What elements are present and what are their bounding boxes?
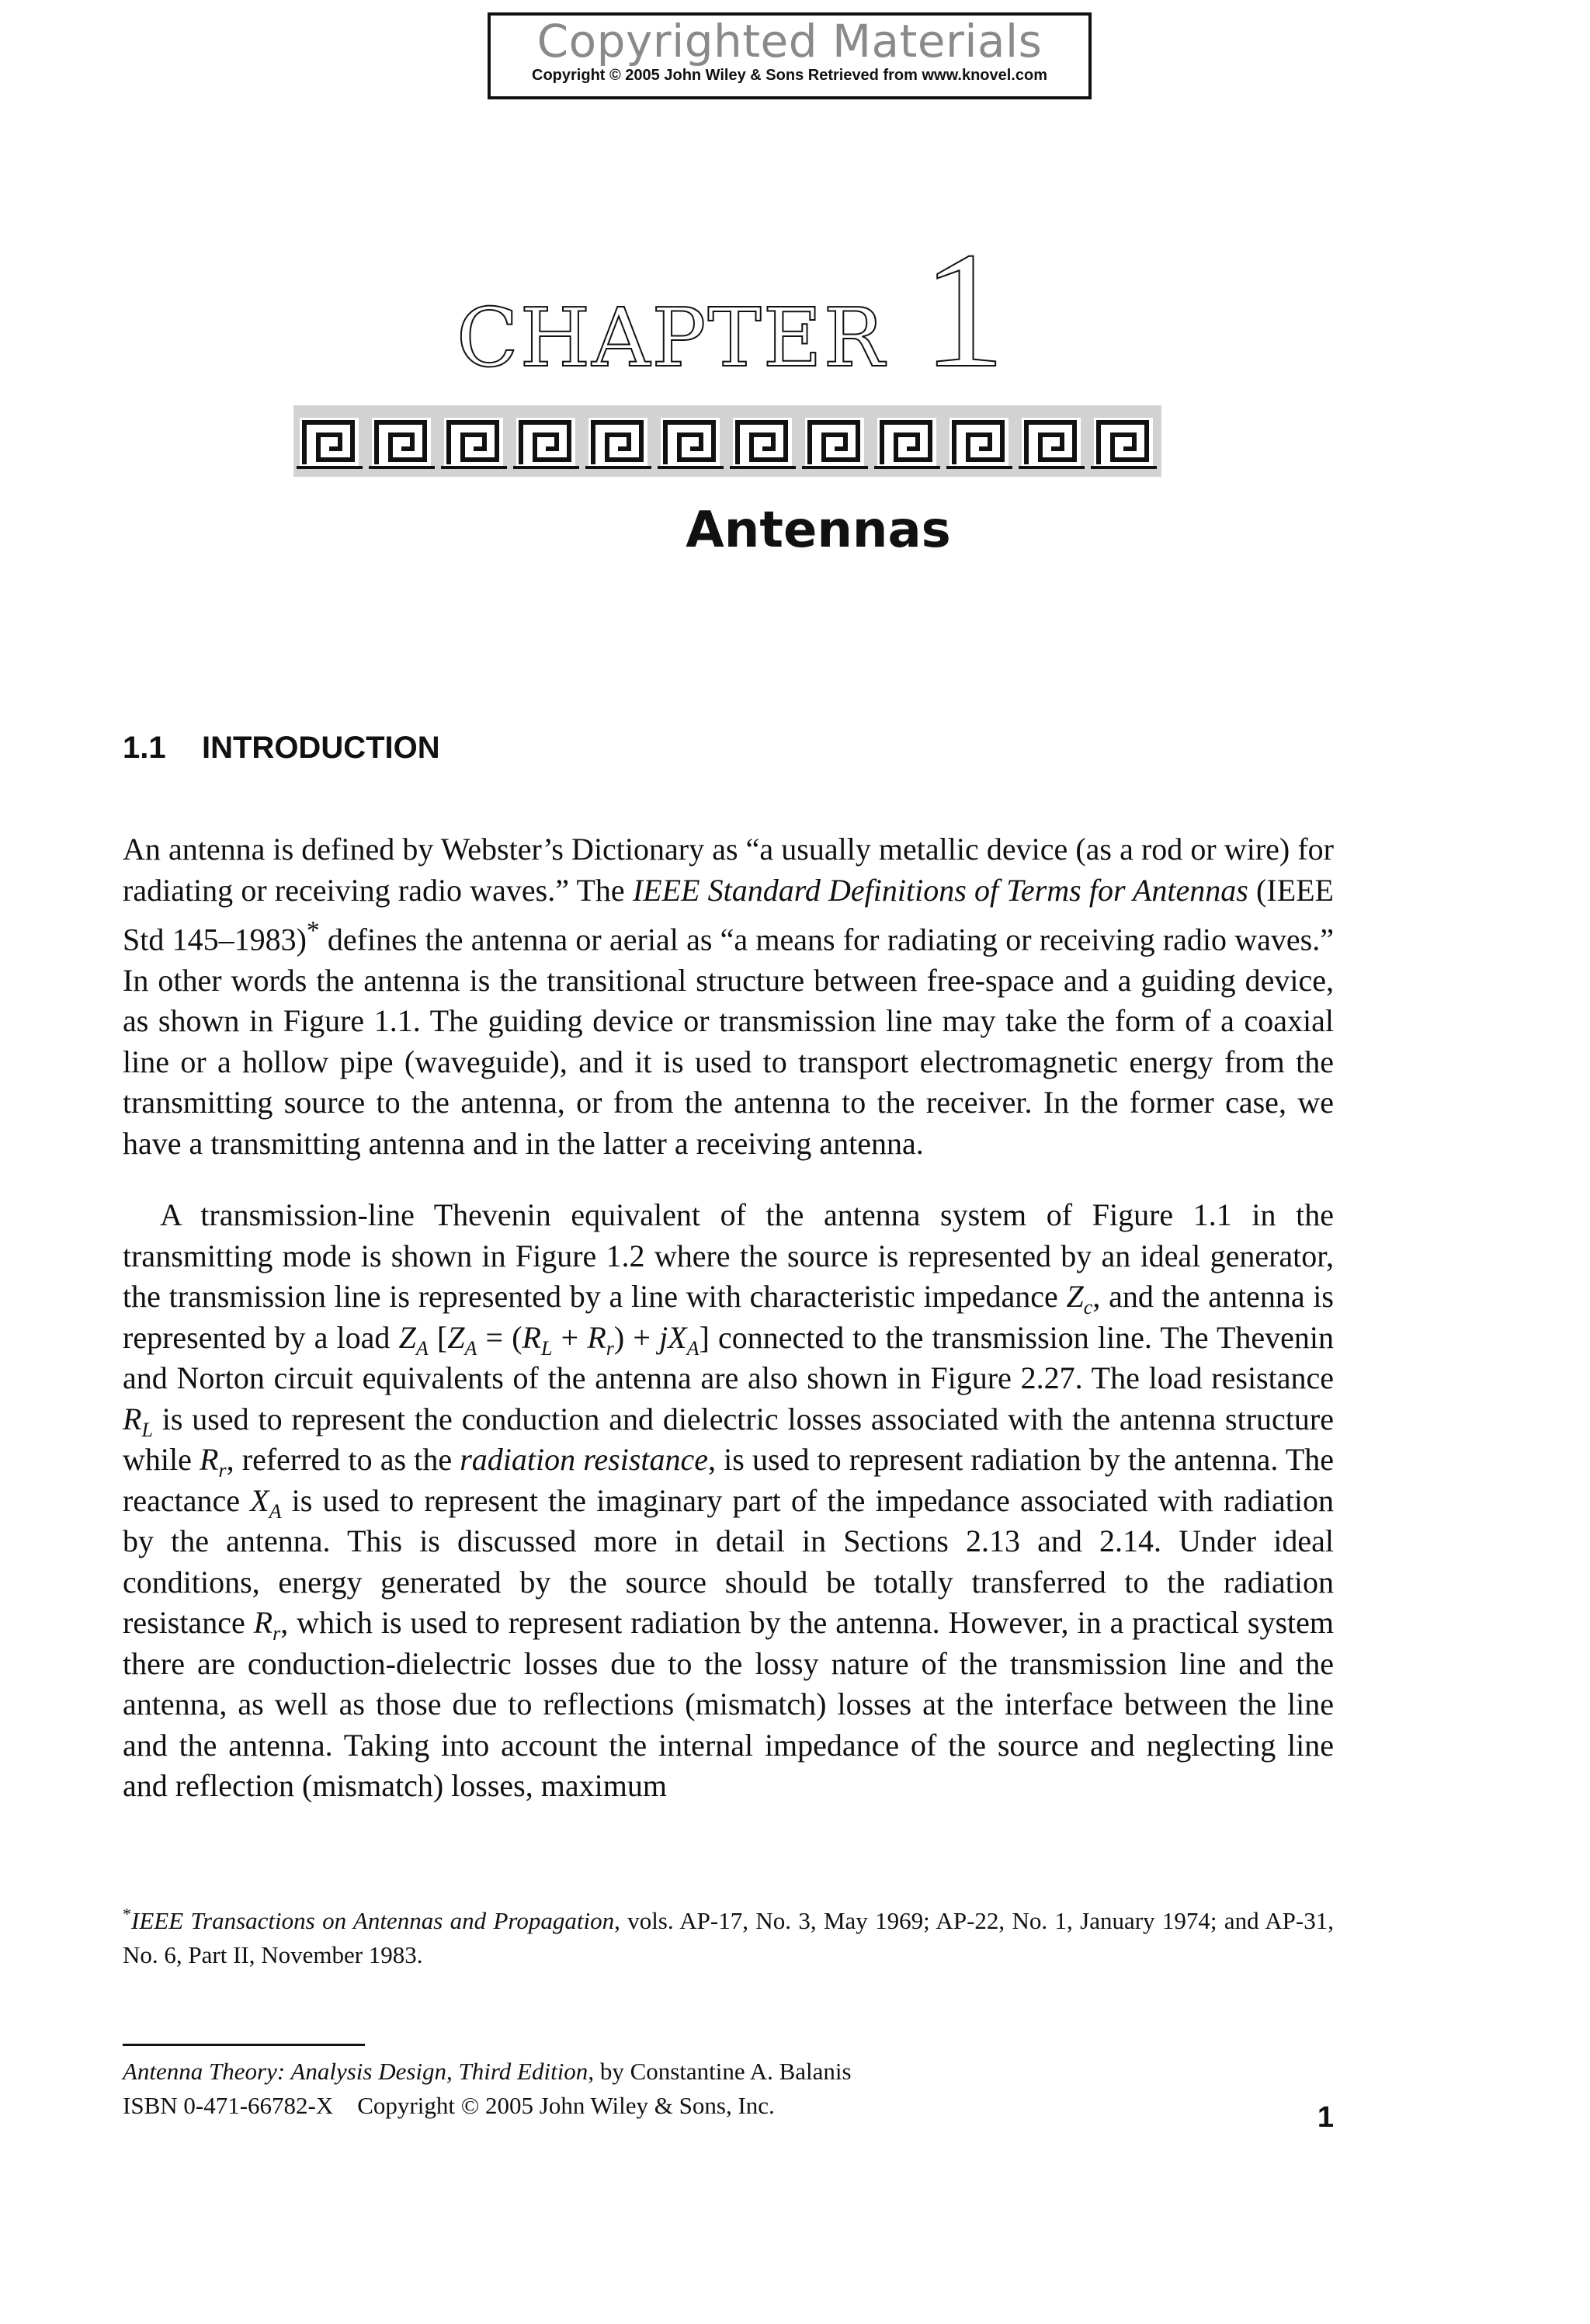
chapter-word: CHAPTER — [457, 290, 886, 385]
section-heading — [123, 726, 440, 769]
math-sub: r — [273, 1622, 281, 1645]
section-title: INTRODUCTION — [202, 731, 440, 765]
text-run: ] connected to the transmission line. The Thevenin and Norton circuit equivalents of the antenna are also shown in Figure 2.27. The load resistance — [123, 1319, 1334, 1395]
text-run: , is used to represent radiation by the antenna. The reactance — [123, 1442, 1335, 1518]
term-radiation-resistance: radiation resistance — [460, 1442, 709, 1477]
math-sub: A — [269, 1499, 282, 1523]
math-var: R — [587, 1319, 606, 1355]
paragraph-1 — [123, 829, 1334, 1164]
math-sub: L — [540, 1336, 553, 1360]
book-citation — [123, 2055, 852, 2089]
page-number: 1 — [1317, 2101, 1334, 2134]
math-sub: A — [464, 1336, 477, 1360]
footer-divider — [123, 2044, 365, 2046]
math-var: R — [123, 1401, 142, 1436]
footnote-journal: IEEE Transactions on Antennas and Propagation — [131, 1907, 615, 1934]
math-sub: r — [606, 1336, 614, 1360]
chapter-number: 1 — [922, 218, 1005, 402]
math-sub: A — [686, 1336, 700, 1360]
greek-key-ornament — [293, 405, 1161, 477]
text-run: + — [552, 1319, 588, 1355]
math-var: R — [253, 1605, 273, 1640]
stamp-subtitle: Copyright © 2005 John Wiley & Sons Retrieved from www.knovel.com — [532, 67, 1047, 84]
math-sub: L — [141, 1418, 153, 1441]
footnote-mark: * — [123, 1904, 131, 1924]
book-title: Antenna Theory: Analysis Design, Third Edition — [123, 2058, 588, 2085]
math-sub: c — [1083, 1296, 1093, 1318]
math-var: Z — [447, 1319, 465, 1355]
math-var: R — [200, 1442, 219, 1477]
section-number: 1.1 — [123, 731, 166, 765]
copyright-stamp — [488, 12, 1092, 99]
text-run: is used to represent the imaginary part of the impedance associated with radiation by the antenna. This is discussed more in detail in Sections 2.13 and 2.14. Under ideal conditions, energy generated by the source should be totally transferred to the radiation resistance — [123, 1482, 1334, 1640]
chapter-heading — [457, 218, 1155, 402]
footnote-ref: * — [306, 916, 320, 945]
text-run: (IEEE Std 145–1983) — [123, 872, 1334, 957]
isbn-line: ISBN 0-471-66782-X Copyright © 2005 John Wiley & Sons, Inc. — [123, 2092, 775, 2119]
text-run: , and the antenna is represented by a load — [123, 1279, 1334, 1355]
math-var: jX — [659, 1319, 687, 1355]
standard-title: IEEE Standard Definitions of Terms for Antennas — [632, 872, 1248, 908]
text-run: ) + — [613, 1319, 660, 1355]
book-author: , by Constantine A. Balanis — [588, 2058, 852, 2085]
text-run: defines the antenna or aerial as “a means for radiating or receiving radio waves.” In other words the antenna is the transitional structure between free-space and a guiding device, as shown in Figure 1.1. The guiding device or transmission line may take the form of a coaxial line or a hollow pipe (waveguide), and it is used to transport electromagnetic energy from the transmitting source to the antenna, or from the antenna to the receiver. In the former case, we have a transmitting antenna and in the latter a receiving antenna. — [123, 922, 1335, 1161]
footnote — [123, 1904, 1334, 1972]
chapter-title: Antennas — [686, 502, 951, 559]
text-run: A transmission-line Thevenin equivalent of the antenna system of Figure 1.1 in the transmitting mode is shown in Figure 1.2 where the source is represented by an ideal generator, the transmission line is represented by a line with characteristic impedance — [123, 1197, 1334, 1314]
math-sub: r — [218, 1459, 227, 1482]
paragraph-2 — [123, 1195, 1334, 1807]
math-var: R — [522, 1319, 541, 1355]
stamp-title: Copyrighted Materials — [536, 15, 1043, 68]
footnote-text: , vols. AP-17, No. 3, May 1969; AP-22, No. 1, January 1974; and AP-31, No. 6, Part II, November 1983. — [123, 1907, 1335, 1968]
text-run: [ — [428, 1319, 448, 1355]
text-run: , referred to as the — [226, 1442, 460, 1477]
math-var: X — [250, 1482, 269, 1518]
math-sub: A — [415, 1336, 429, 1360]
text-run: is used to represent the conduction and dielectric losses associated with the antenna structure while — [123, 1401, 1334, 1477]
math-var: Z — [398, 1319, 416, 1355]
text-run: , which is used to represent radiation by the antenna. However, in a practical system there are conduction-dielectric losses due to the lossy nature of the transmission line and the antenna, as well as those due to reflections (mismatch) losses at the interface between the line and the antenna. Taking into account the internal impedance of the source and neglecting line and reflection (mismatch) losses, maximum — [123, 1605, 1335, 1803]
text-run: = ( — [477, 1319, 522, 1355]
math-var: Z — [1066, 1279, 1084, 1314]
text-run: An antenna is defined by Webster’s Dictionary as “a usually metallic device (as a rod or wire) for radiating or receiving radio waves.” The — [123, 832, 1334, 908]
